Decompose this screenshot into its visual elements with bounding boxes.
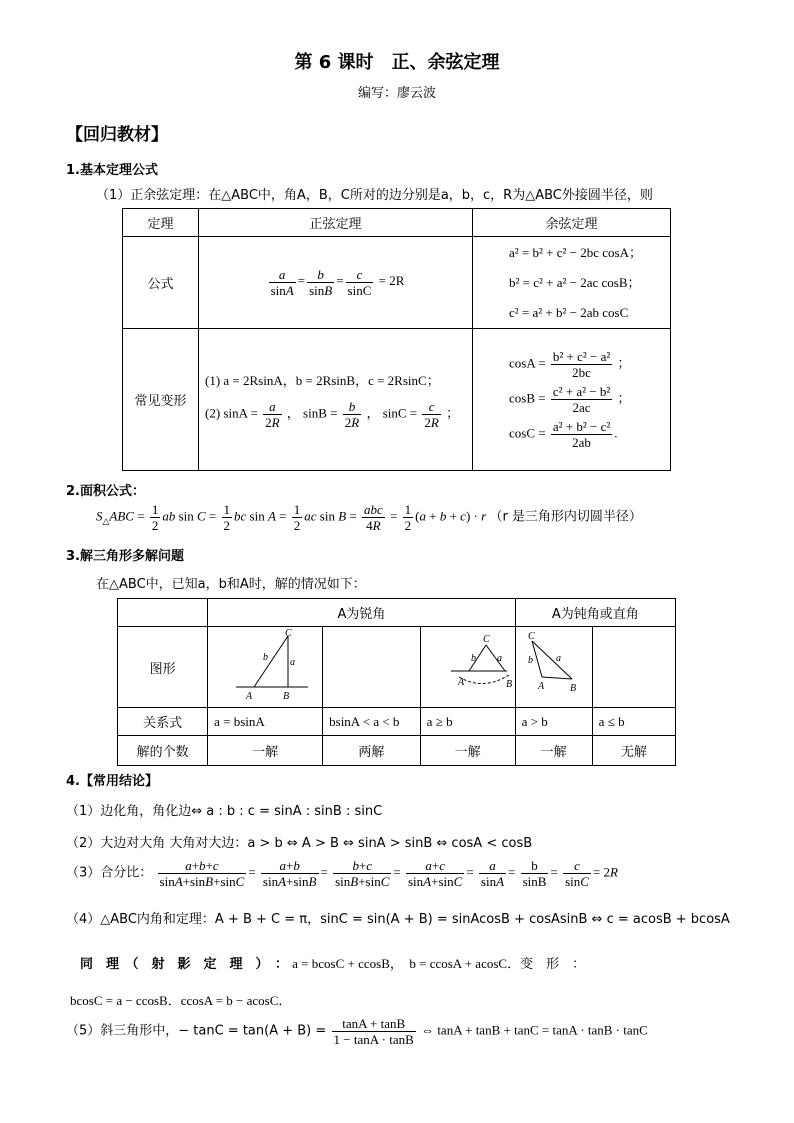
row-formula: 公式 bbox=[123, 237, 199, 329]
count-1: 一解 bbox=[208, 736, 323, 766]
svg-text:a: a bbox=[555, 653, 561, 664]
solutions-table bbox=[117, 598, 676, 766]
count-2: 两解 bbox=[323, 736, 421, 766]
svg-text:C: C bbox=[527, 631, 535, 642]
figure-3 bbox=[420, 627, 515, 708]
variant-1: (1) a = 2RsinA，b = 2RsinB，c = 2RsinC； bbox=[205, 372, 440, 388]
sine-2R: = 2R bbox=[378, 273, 405, 289]
svg-text:b: b bbox=[470, 653, 476, 664]
svg-text:C: C bbox=[482, 634, 490, 645]
variant-2: (2) sinA = $\frac{a}{2R}$ ， sinB = $\frac{b}{2R}$ ， sinC = $\frac{c}{2R}$ ； bbox=[205, 398, 460, 430]
conclusion-3: （3）合分比： $\frac{a+b+c}{\sin A+\sin B+\sin C}$ = $\frac{a+b}{\sin A+\sin B}$ = $\frac{b+c}{\sin B+\sin C}$ = $\frac{a+c}{\sin A+\sin C}$ = $\frac{a}{\sin A}$ = $\frac{b}{\sin B}$ = $\frac{c}{\sin C}$ = 2R bbox=[66, 858, 618, 889]
row-count: 解的个数 bbox=[118, 736, 208, 766]
count-4: 一解 bbox=[515, 736, 592, 766]
conclusion-4b: 同 理 （ 射 影 定 理 ） ： a = bcosC + ccosB， b = ccosA + acosC．变 形 ： bbox=[80, 956, 586, 972]
sine-variant-cell bbox=[199, 329, 473, 471]
cos-law-2: b² = c² + a² − 2ac cosB； bbox=[509, 274, 641, 290]
cos-law-3: c² = a² + b² − 2ab cosC bbox=[509, 304, 629, 320]
cosine-variant-cell bbox=[473, 329, 671, 471]
section-heading: 【回归教材】 bbox=[66, 125, 168, 145]
relation-3: a ≥ b bbox=[420, 708, 515, 736]
svg-text:A: A bbox=[246, 691, 253, 702]
figure-5 bbox=[592, 627, 675, 708]
cosine-law-cell bbox=[473, 237, 671, 329]
svg-text:B: B bbox=[283, 691, 290, 702]
col-sine: 正弦定理 bbox=[199, 209, 473, 237]
relation-1: a = bsinA bbox=[208, 708, 323, 736]
col-cosine: 余弦定理 bbox=[473, 209, 671, 237]
svg-text:C: C bbox=[285, 628, 292, 639]
cosC-formula: cosC = $\frac{\text{a² + b² − c²}}{2ab}$ . bbox=[509, 419, 618, 450]
svg-text:a: a bbox=[290, 657, 296, 668]
svg-text:B: B bbox=[505, 679, 512, 690]
cos-law-1: a² = b² + c² − 2bc cosA； bbox=[509, 244, 642, 260]
conclusion-1: （1）边化角，角化边⇔ a : b : c = sinA : sinB : sinC bbox=[66, 804, 383, 819]
conclusion-4: （4）△ABC内角和定理：A + B + C = π，sinC = sin(A + B) = sinAcosB + cosAsinB ⇔ c = acosB + bcosA bbox=[66, 912, 730, 927]
count-3: 一解 bbox=[420, 736, 515, 766]
cosA-formula: cosA = $\frac{\text{b² + c² − a²}}{2bc}$ ； bbox=[509, 349, 631, 380]
svg-text:A: A bbox=[537, 681, 544, 692]
triangle-right-figure bbox=[208, 627, 322, 703]
s3-heading: 3.解三角形多解问题 bbox=[66, 549, 184, 564]
cosB-formula: cosB = $\frac{\text{c² + a² − b²}}{2ac}$ ； bbox=[509, 384, 631, 415]
svg-text:B: B bbox=[569, 683, 576, 694]
relation-4: a > b bbox=[515, 708, 592, 736]
conclusion-4c: bcosC = a − ccosB．ccosA = b − acosC． bbox=[70, 993, 292, 1008]
svg-text:b: b bbox=[527, 655, 533, 666]
figure-4 bbox=[515, 627, 592, 708]
conclusion-5: （5）斜三角形中，− tanC = tan(A + B) = $\frac{\tan A + \tan B}{1 - \tan A \cdot \tan B}$ ⇔ tanA + tanB + tanC = tanA · tanB · tanC bbox=[66, 1016, 648, 1047]
svg-text:b: b bbox=[263, 652, 269, 663]
row-variant: 常见变形 bbox=[123, 329, 199, 471]
theorem-table bbox=[122, 208, 671, 471]
row-figure: 图形 bbox=[118, 627, 208, 708]
author-line: 编写：廖云波 bbox=[357, 86, 436, 101]
sine-law-cell: $\frac{a}{\sin A}$ = $\frac{b}{\sin B}$ = $\frac{c}{\sin C}$ = 2R bbox=[199, 237, 473, 329]
col-theorem: 定理 bbox=[123, 209, 199, 237]
count-5: 无解 bbox=[592, 736, 675, 766]
figure-1 bbox=[208, 627, 323, 708]
triangle-acute-figure bbox=[421, 627, 515, 703]
page-title: 第 6 课时 正、余弦定理 bbox=[294, 52, 500, 73]
acute-header: A为锐角 bbox=[208, 599, 516, 627]
s4-heading: 4.【常用结论】 bbox=[66, 774, 158, 789]
conclusion-2: （2）大边对大角 大角对大边：a > b ⇔ A > B ⇔ sinA > sinB ⇔ cosA < cosB bbox=[66, 836, 533, 851]
relation-5: a ≤ b bbox=[592, 708, 675, 736]
triangle-obtuse-figure bbox=[516, 627, 592, 703]
s1-heading: 1.基本定理公式 bbox=[66, 163, 158, 178]
svg-text:A: A bbox=[457, 677, 464, 688]
area-formula: $S_\triangle ABC$ = $\frac{1}{2}$ ab sin C = $\frac{1}{2}$ bc sin A = $\frac{1}{2}$ ac sin B = $\frac{\text{abc}}{4R}$ = $\frac{1}{2}$ (a + b + c) · r （r 是三角形内切圆半径） bbox=[96, 502, 642, 533]
row-relation: 关系式 bbox=[118, 708, 208, 736]
figure-2 bbox=[323, 627, 421, 708]
relation-2: bsinA < a < b bbox=[323, 708, 421, 736]
obtuse-header: A为钝角或直角 bbox=[515, 599, 675, 627]
s1-intro: （1）正余弦定理：在△ABC中，角A，B，C所对的边分别是a，b，c，R为△ABC外接圆半径，则 bbox=[96, 188, 653, 203]
s3-intro: 在△ABC中，已知a，b和A时，解的情况如下： bbox=[96, 577, 366, 592]
s2-heading: 2.面积公式： bbox=[66, 484, 145, 499]
svg-text:a: a bbox=[496, 653, 502, 664]
